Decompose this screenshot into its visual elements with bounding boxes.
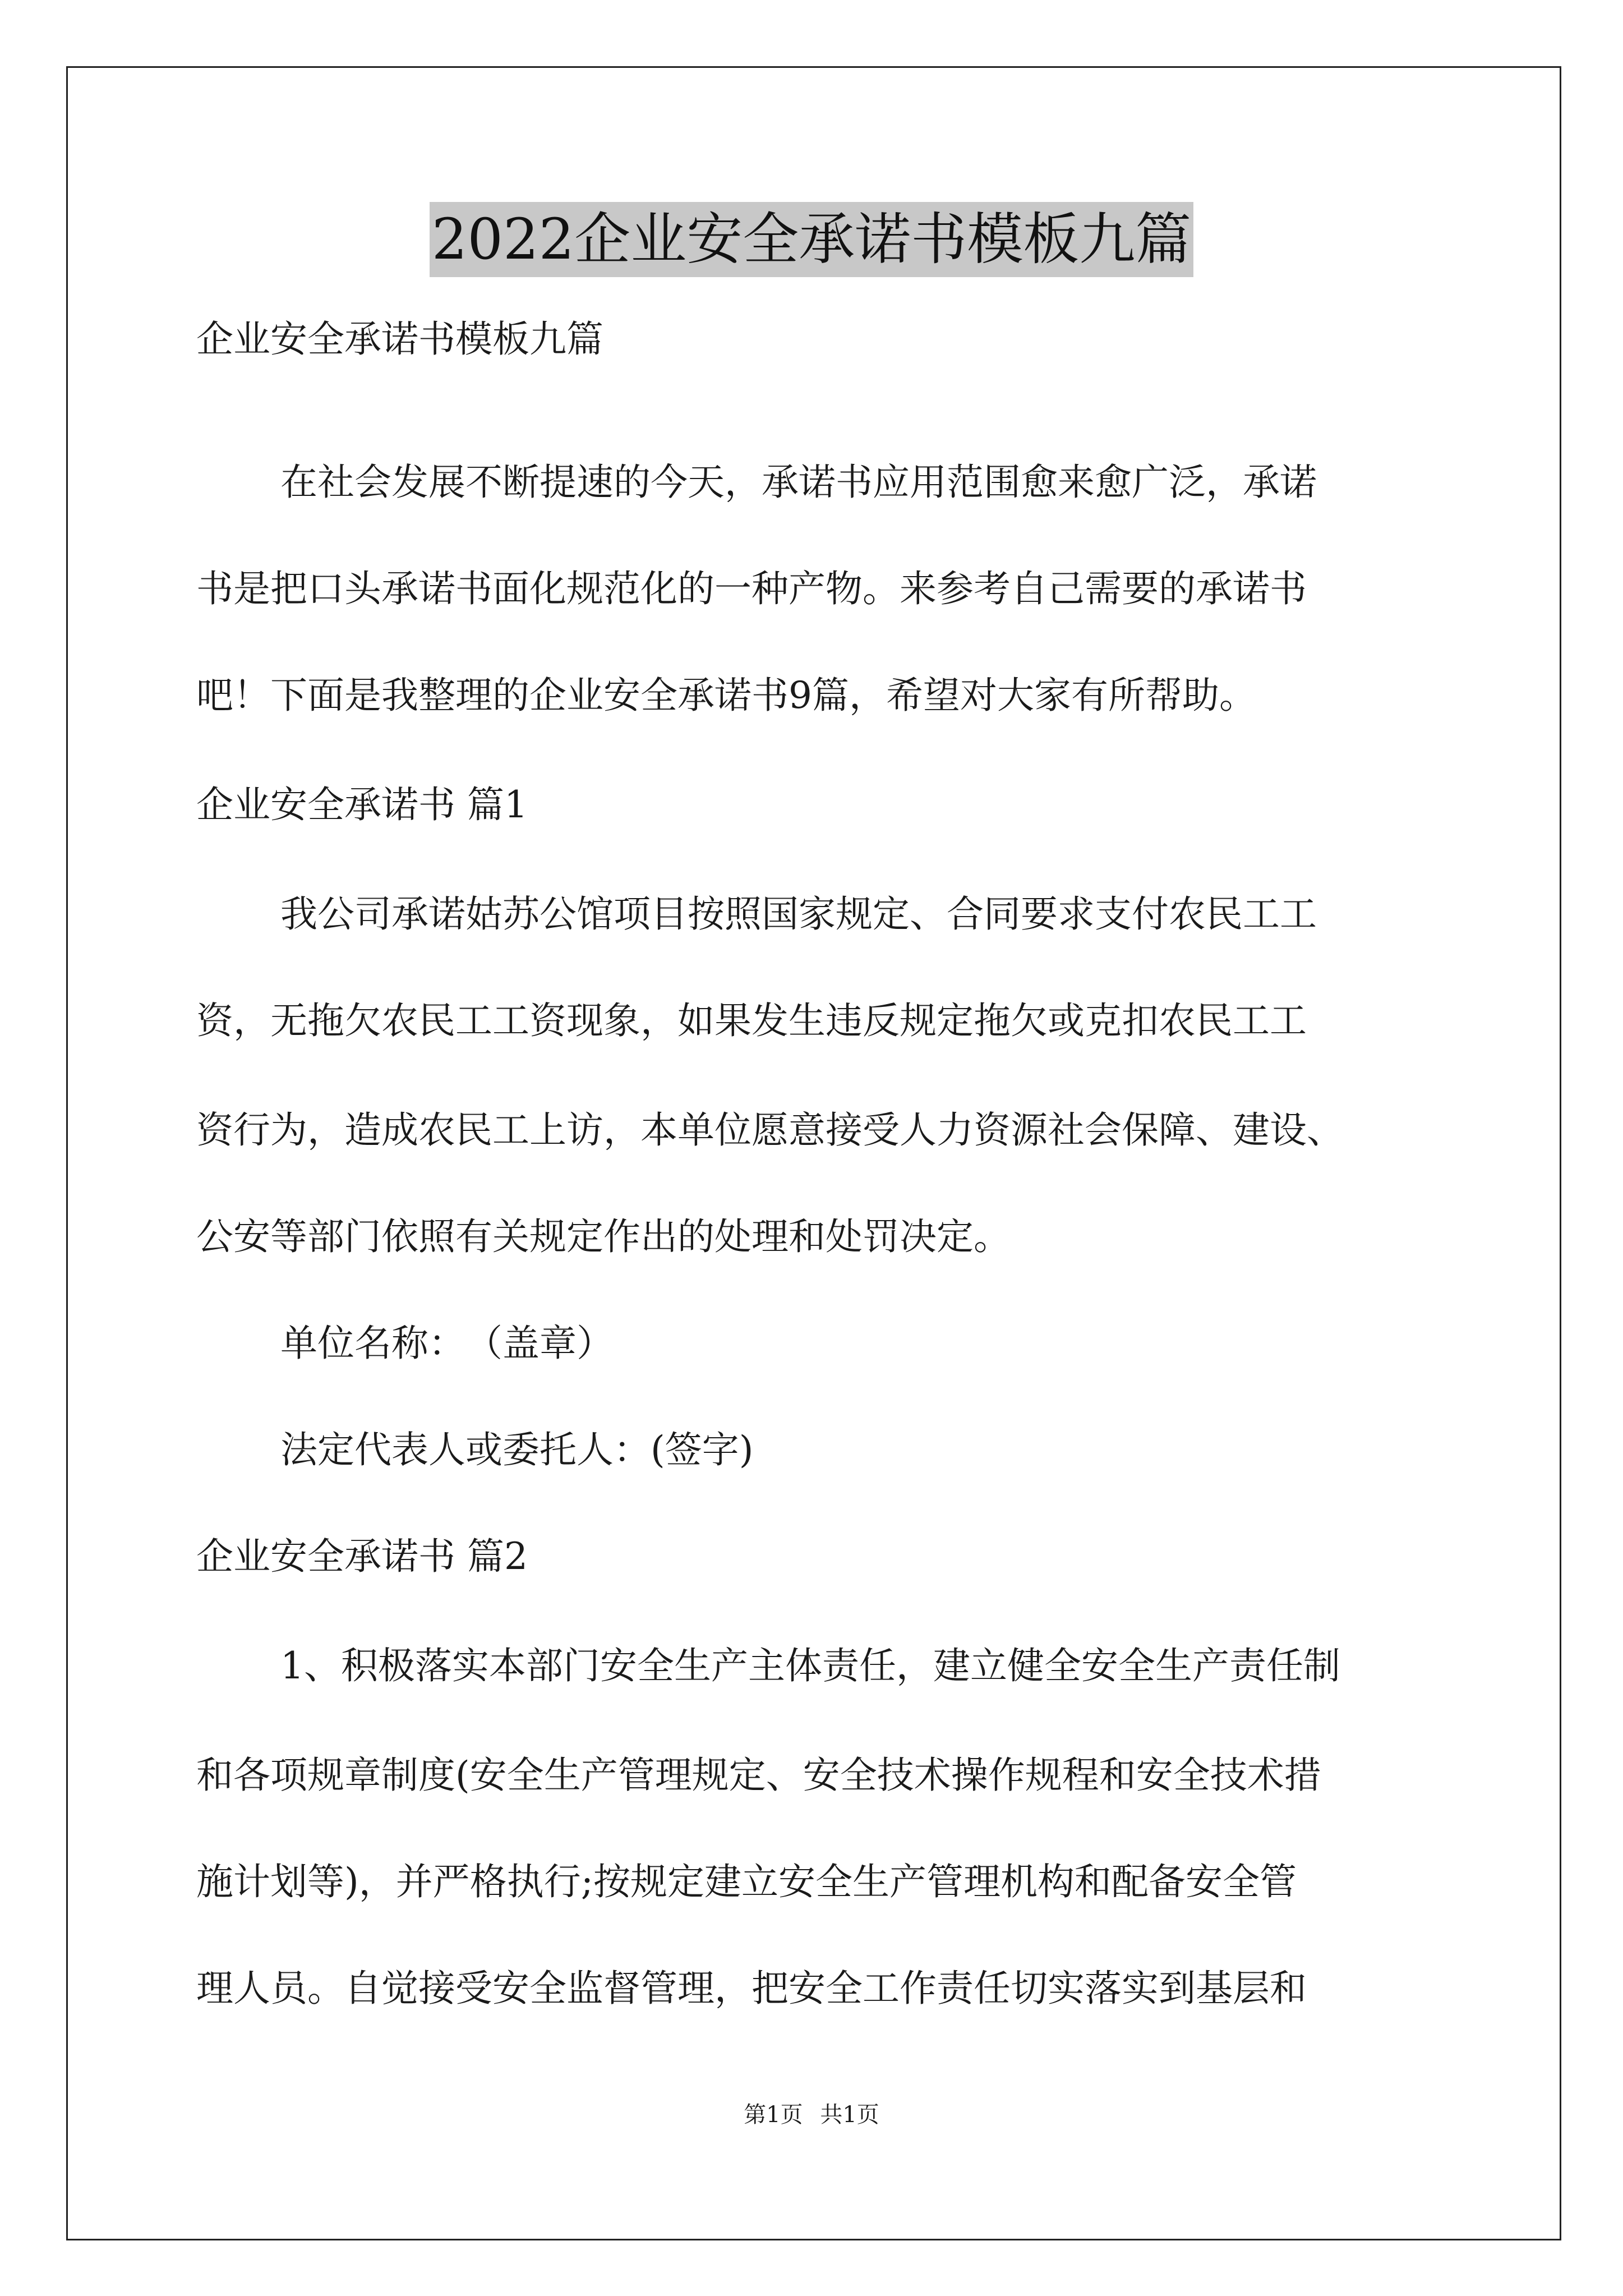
section-1-line-3: 资行为，造成农民工上访，本单位愿意接受人力资源社会保障、建设、	[196, 1108, 1344, 1152]
section-1-line-2: 资，无拖欠农民工工资现象，如果发生违反规定拖欠或克扣农民工工	[196, 999, 1307, 1042]
section-2-line-1: 1、积极落实本部门安全生产主体责任，建立健全安全生产责任制	[280, 1644, 1340, 1687]
section-2-heading: 企业安全承诺书 篇2	[196, 1535, 528, 1578]
section-1-line-4: 公安等部门依照有关规定作出的处理和处罚决定。	[196, 1215, 1011, 1258]
unit-name-line: 单位名称： （盖章）	[280, 1322, 614, 1365]
section-2-line-4: 理人员。自觉接受安全监督管理，把安全工作责任切实落实到基层和	[196, 1967, 1307, 2010]
legal-rep-line: 法定代表人或委托人：(签字)	[280, 1428, 754, 1471]
section-2-line-2: 和各项规章制度(安全生产管理规定、安全技术操作规程和安全技术措	[196, 1754, 1321, 1797]
intro-line-2: 书是把口头承诺书面化规范化的一种产物。来参考自己需要的承诺书	[196, 567, 1307, 610]
document-subtitle: 企业安全承诺书模板九篇	[196, 318, 603, 361]
intro-line-3: 吧！下面是我整理的企业安全承诺书9篇，希望对大家有所帮助。	[196, 674, 1256, 717]
section-1-line-1: 我公司承诺姑苏公馆项目按照国家规定、合同要求支付农民工工	[280, 892, 1317, 936]
section-2-line-3: 施计划等)，并严格执行;按规定建立安全生产管理机构和配备安全管	[196, 1860, 1297, 1903]
section-1-heading: 企业安全承诺书 篇1	[196, 783, 528, 826]
intro-line-1: 在社会发展不断提速的今天，承诺书应用范围愈来愈广泛，承诺	[280, 461, 1317, 504]
page-border	[66, 66, 1561, 2240]
page-footer: 第1页 共1页	[744, 2102, 879, 2128]
document-title: 2022企业安全承诺书模板九篇	[430, 202, 1194, 277]
title-container	[0, 202, 1623, 277]
